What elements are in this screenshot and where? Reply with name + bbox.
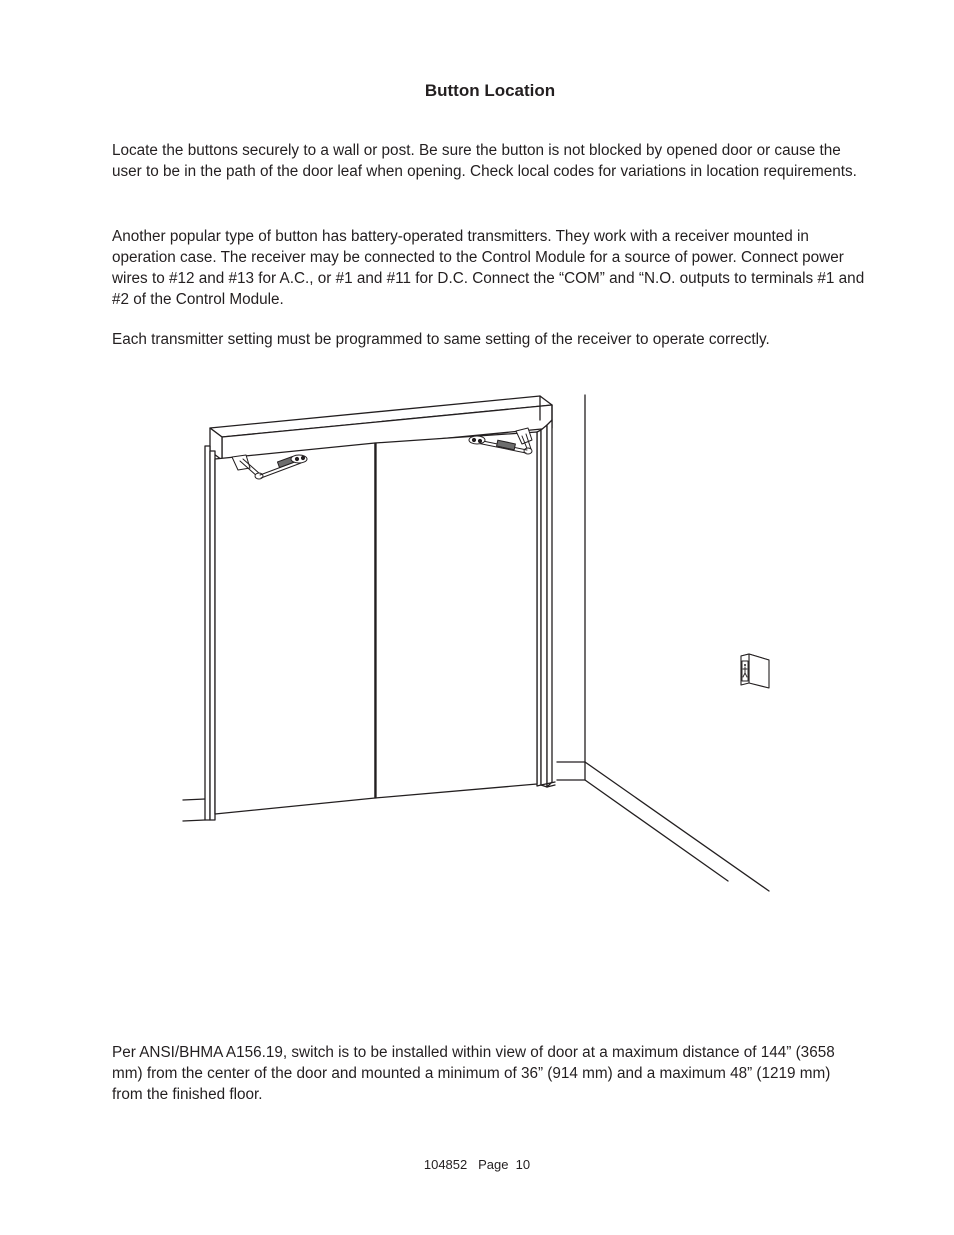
- left-jamb: [205, 446, 215, 820]
- transmitter-paragraph: Another popular type of button has battery-operated transmitters. They work with a receiver mounted in operation case. The receiver may be connected to the Control Module for a source of power. Connect power wires to #12 and #13 for A.C., or #1 and #11 for D.C. Connect the “COM” and “N.O. outputs to terminals #1 and #2 of the Control Module.: [112, 228, 865, 308]
- page-title: Button Location: [424, 81, 556, 100]
- locate-paragraph: Locate the buttons securely to a wall or post. Be sure the button is not blocked by opened door or cause the user to be in the path of the door leaf when opening. Check local codes for variations in location requirements.: [112, 142, 857, 180]
- right-jamb: [537, 405, 555, 787]
- door-leaves: [215, 432, 537, 814]
- programming-paragraph: Each transmitter setting must be programmed to same setting of the receiver to operate correctly.: [112, 331, 770, 348]
- ansi-requirement-paragraph: Per ANSI/BHMA A156.19, switch is to be installed within view of door at a maximum distance of 144” (3658 mm) from the center of the door and mounted a minimum of 36” (914 mm) and a maximum 48” (1219 mm) from the finished floor.: [112, 1044, 835, 1103]
- page-footer: 104852 Page 10: [423, 1157, 531, 1172]
- wall-push-button: [741, 654, 769, 688]
